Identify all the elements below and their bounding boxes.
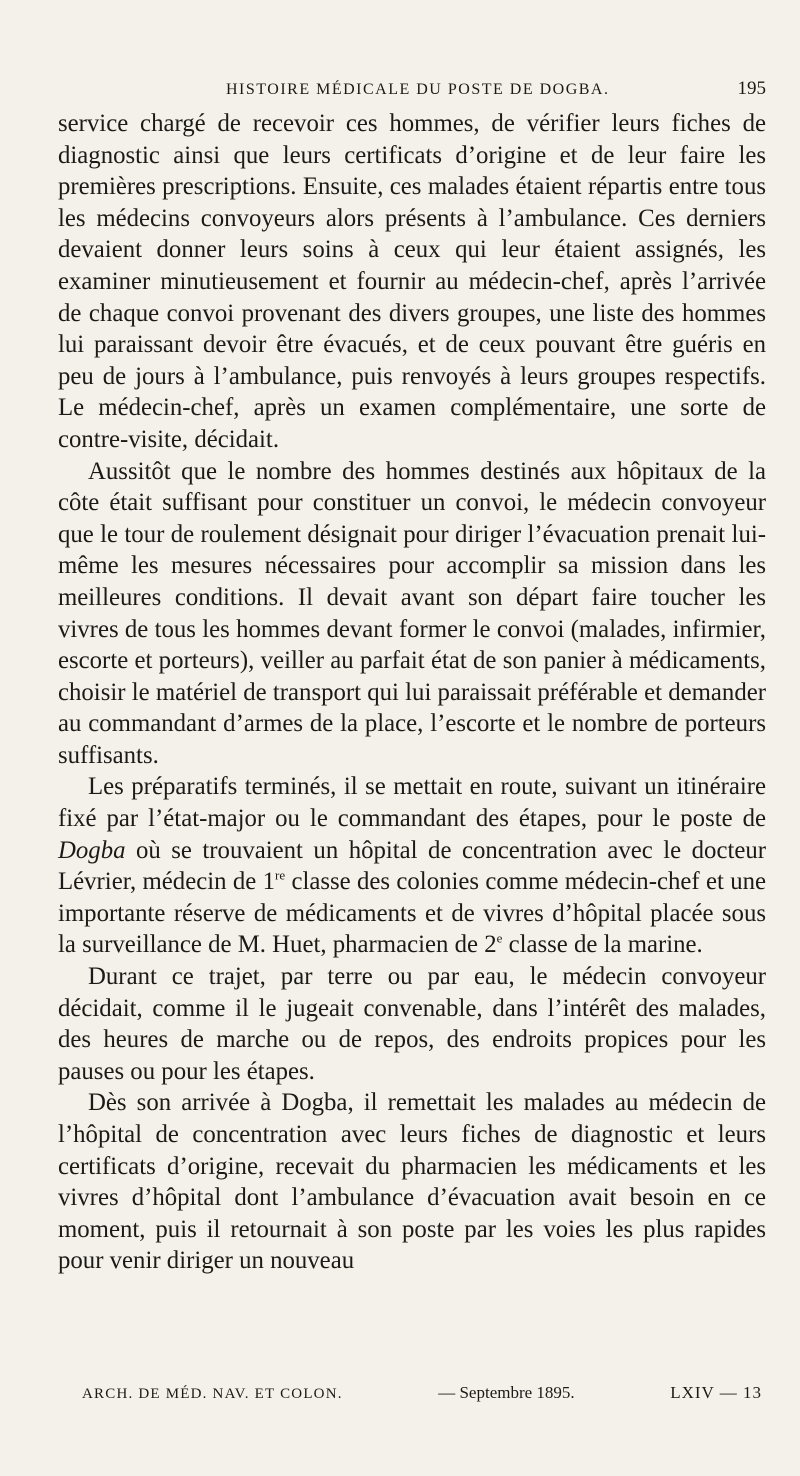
text-segment: classe de la marine. [502, 931, 703, 959]
paragraph [58, 961, 766, 1087]
paragraph [58, 456, 766, 772]
text-segment: Durant ce trajet, par terre ou par eau, le médecin convoyeur décidait, comme il le jugeait convenable, dans l’intérêt des malades, des heures de marche ou de repos, des endroits propices pour les pauses ou pour les étapes. [58, 963, 766, 1085]
place-name: Dogba [58, 836, 126, 864]
paragraph [58, 771, 766, 961]
signature-mark: LXIV — 13 [670, 1383, 762, 1402]
text-segment: service chargé de recevoir ces hommes, de vérifier leurs fiches de diagnostic ainsi que leurs certificats d’origine et de leur faire les premières prescriptions. Ensuite, ces malades étaient répartis entre tous les médecins convoyeurs alors présents à l’ambulance. Ces derniers devaient donner leurs soins à ceux qui leur étaient assignés, les examiner minutieusement et fournir au médecin-chef, après l’arrivée de chaque convoi provenant des divers groupes, une liste des hommes lui paraissant devoir être évacués, et de ceux pouvant être guéris en peu de jours à l’ambulance, puis renvoyés à leurs groupes respectifs. Le médecin-chef, après un examen complémentaire, une sorte de contre-visite, décidait. [58, 110, 766, 453]
paragraph [58, 1087, 766, 1277]
page-number: 195 [737, 78, 766, 99]
text-segment: classe des colonies comme médecin-chef et une importante réserve de médicaments et de vivres d’hôpital placée sous la surveillance de M. Huet, pharmacien de 2 [58, 868, 766, 959]
journal-name: ARCH. DE MÉD. NAV. ET COLON. [82, 1386, 343, 1402]
body-text [58, 108, 766, 1277]
issue-date: — Septembre 1895. [438, 1383, 575, 1402]
text-segment: Aussitôt que le nombre des hommes destinés aux hôpitaux de la côte était suffisant pour constituer un convoi, le médecin convoyeur que le tour de roulement désignait pour diriger l’évacuation prenait lui-même les mesures nécessaires pour accomplir sa mission dans les meilleures conditions. Il devait avant son départ faire toucher les vivres de tous les hommes devant former le convoi (malades, infirmier, escorte et porteurs), veiller au parfait état de son panier à médicaments, choisir le matériel de transport qui lui paraissait préférable et demander au commandant d’armes de la place, l’escorte et le nombre de porteurs suffisants. [58, 457, 766, 769]
page [58, 78, 766, 1277]
paragraph [58, 108, 766, 456]
running-head-title: HISTOIRE MÉDICALE DU POSTE DE DOGBA. [226, 81, 610, 98]
superscript: e [496, 931, 503, 947]
text-segment: où se trouvaient un hôpital de concentration avec le docteur Lévrier, médecin de 1 [58, 836, 766, 896]
running-head [58, 78, 766, 108]
footer [82, 1383, 762, 1403]
superscript: re [275, 867, 286, 883]
text-segment: Dès son arrivée à Dogba, il remettait les malades au médecin de l’hôpital de concentration avec leurs fiches de diagnostic et leurs certificats d’origine, recevait du pharmacien les médicaments et les vivres d’hôpital dont l’ambulance d’évacuation avait besoin en ce moment, puis il retournait à son poste par les voies les plus rapides pour venir diriger un nouveau [58, 1089, 766, 1275]
text-segment: Les préparatifs terminés, il se mettait en route, suivant un itinéraire fixé par l’état-major ou le commandant des étapes, pour le poste de [58, 773, 766, 833]
